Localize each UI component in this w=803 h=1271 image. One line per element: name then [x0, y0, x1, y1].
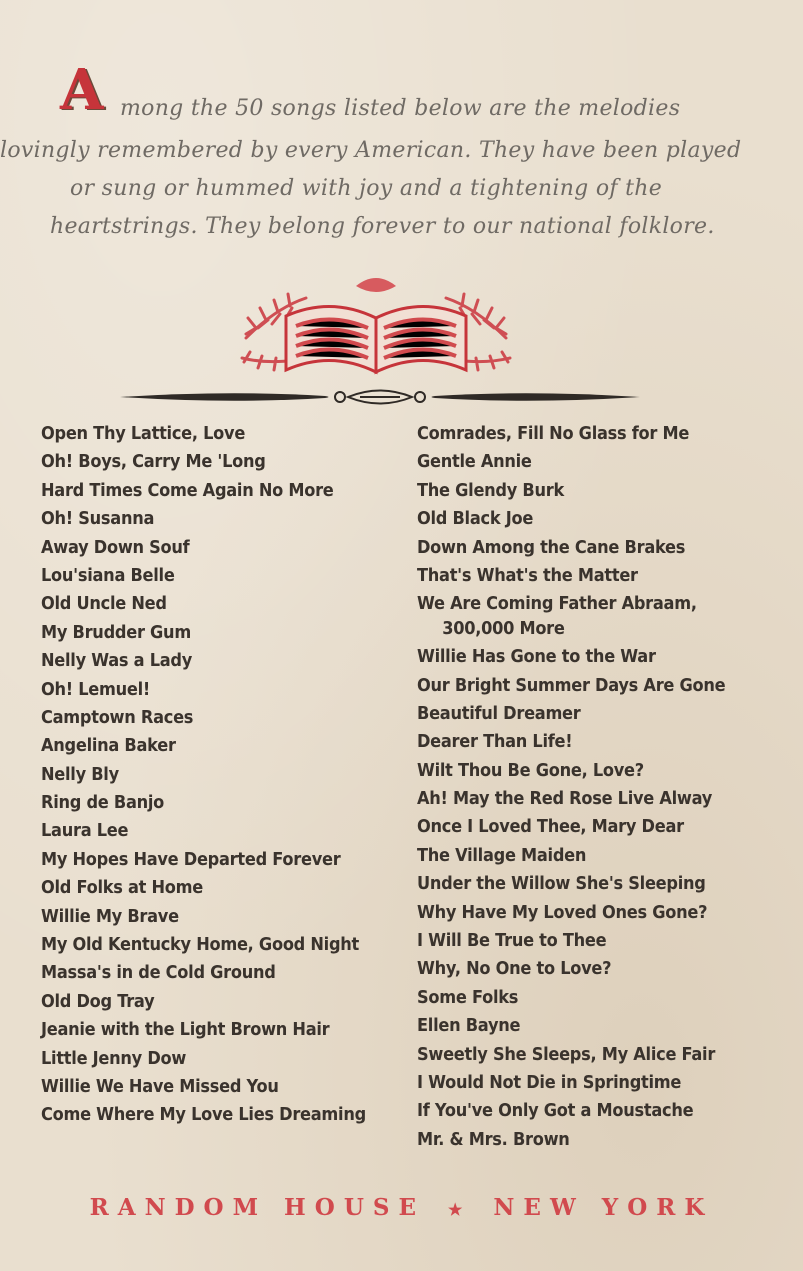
list-item: My Hopes Have Departed Forever — [41, 848, 341, 870]
list-item: Sweetly She Sleeps, My Alice Fair — [417, 1043, 716, 1065]
intro-line: heartstrings. They belong forever to our national folklore. — [50, 214, 715, 239]
drop-cap: A — [60, 57, 104, 123]
list-item: Massa's in de Cold Ground — [41, 962, 276, 984]
list-item: Under the Willow She's Sleeping — [417, 873, 706, 895]
intro-paragraph — [0, 57, 803, 260]
list-item: Oh! Boys, Carry Me 'Long — [41, 451, 266, 473]
song-list-left — [41, 420, 411, 1130]
list-item: Old Black Joe — [417, 508, 534, 530]
list-item: My Old Kentucky Home, Good Night — [41, 934, 360, 956]
list-item: Willie My Brave — [41, 905, 179, 927]
list-item: Wilt Thou Be Gone, Love? — [417, 759, 644, 781]
list-item: Why Have My Loved Ones Gone? — [417, 901, 708, 923]
list-item: Gentle Annie — [417, 451, 532, 473]
list-item: Ah! May the Red Rose Live Alway — [417, 788, 713, 810]
list-item: Some Folks — [417, 986, 519, 1008]
list-item: Ellen Bayne — [417, 1015, 521, 1037]
list-item: Once I Loved Thee, Mary Dear — [417, 816, 684, 838]
list-item: Lou'siana Belle — [41, 564, 175, 586]
open-book-with-pine-branches-icon — [236, 268, 516, 380]
list-item: I Will Be True to Thee — [417, 930, 607, 952]
list-item: The Glendy Burk — [417, 479, 564, 501]
ornamental-rule-icon — [120, 384, 640, 410]
intro-line: lovingly remembered by every American. They have been played — [0, 138, 742, 163]
list-item: Old Dog Tray — [41, 990, 155, 1012]
list-item: Nelly Bly — [41, 763, 119, 785]
list-item: Jeanie with the Light Brown Hair — [41, 1019, 330, 1041]
list-item: Old Folks at Home — [41, 877, 203, 899]
list-item: Dearer Than Life! — [417, 731, 573, 753]
list-item: My Brudder Gum — [41, 621, 191, 643]
list-item: Nelly Was a Lady — [41, 650, 193, 672]
list-item: Willie Has Gone to the War — [417, 646, 656, 668]
publisher-imprint — [0, 1194, 803, 1221]
list-item: Comrades, Fill No Glass for Me — [417, 423, 690, 444]
list-item-continuation: 300,000 More — [442, 617, 565, 639]
list-item: Open Thy Lattice, Love — [41, 423, 246, 444]
list-item: If You've Only Got a Moustache — [417, 1100, 694, 1122]
list-item: Oh! Susanna — [41, 508, 155, 530]
list-item: Hard Times Come Again No More — [41, 479, 334, 501]
list-item: Laura Lee — [41, 820, 129, 842]
list-item: Oh! Lemuel! — [41, 678, 151, 700]
star-icon: ★ — [448, 1199, 463, 1219]
list-item: Mr. & Mrs. Brown — [417, 1128, 570, 1150]
list-item: Ring de Banjo — [41, 792, 165, 814]
list-item: Come Where My Love Lies Dreaming — [41, 1104, 366, 1126]
list-item: Angelina Baker — [41, 735, 176, 757]
list-item: Old Uncle Ned — [41, 593, 167, 615]
publisher-name: RANDOM HOUSE — [89, 1194, 426, 1221]
song-list-right — [417, 420, 787, 1154]
list-item: Our Bright Summer Days Are Gone — [417, 674, 726, 696]
list-item: Willie We Have Missed You — [41, 1075, 279, 1097]
list-item: Away Down Souf — [41, 536, 190, 558]
publisher-city: NEW YORK — [493, 1194, 714, 1221]
list-item: Down Among the Cane Brakes — [417, 536, 686, 558]
list-item: We Are Coming Father Abraam, — [417, 593, 697, 615]
list-item: Camptown Races — [41, 706, 194, 728]
list-item: The Village Maiden — [417, 844, 587, 866]
list-item: I Would Not Die in Springtime — [417, 1071, 682, 1093]
list-item: Little Jenny Dow — [41, 1047, 187, 1069]
list-item: Beautiful Dreamer — [417, 702, 581, 724]
list-item: That's What's the Matter — [417, 564, 638, 586]
intro-line: mong the 50 songs listed below are the melodies — [120, 96, 681, 121]
intro-line: or sung or hummed with joy and a tightening of the — [70, 176, 663, 201]
list-item: Why, No One to Love? — [417, 958, 612, 980]
